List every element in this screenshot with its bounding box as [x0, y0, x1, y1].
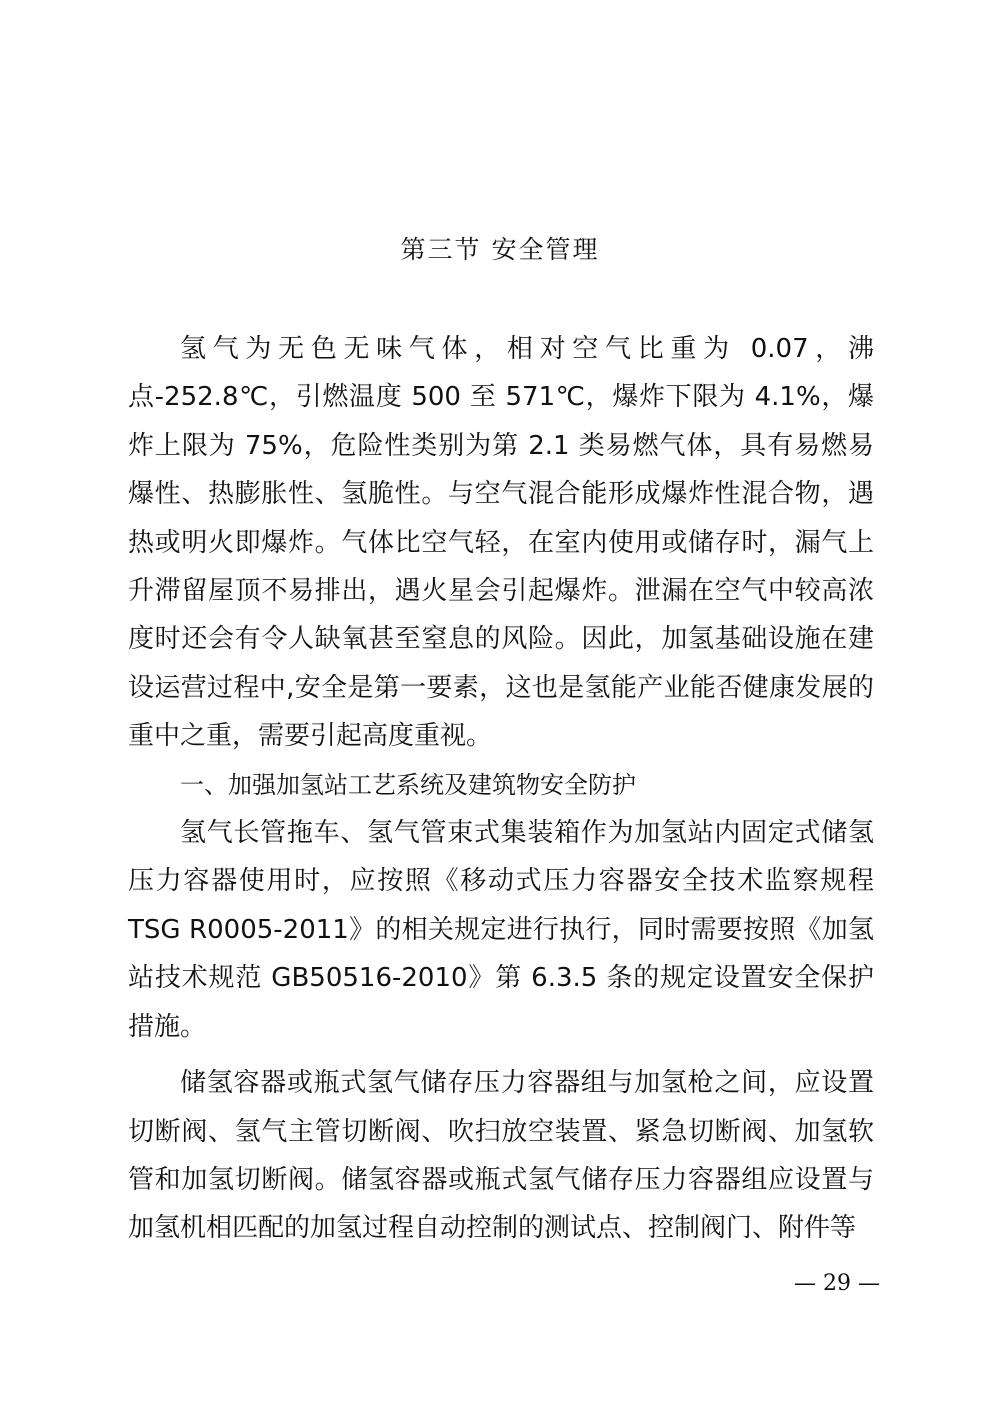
body-text: [128, 325, 874, 1253]
paragraph-valves: 储氢容器或瓶式氢气储存压力容器组与加氢枪之间，应设置切断阀、氢气主管切断阀、吹扫放空装置、紧急切断阀、加氢软管和加氢切断阀。储氢容器或瓶式氢气储存压力容器组应设置与加氢机相匹配的加氢过程自动控制的测试点、控制阀门、附件等: [128, 1068, 874, 1244]
page-number: — 29 —: [794, 1271, 880, 1296]
section-title: 第三节 安全管理: [400, 235, 600, 264]
paragraph-tube-trailer: 氢气长管拖车、氢气管束式集装箱作为加氢站内固定式储氢压力容器使用时，应按照《移动式压力容器安全技术监察规程 TSG R0005-2011》的相关规定进行执行，同时需要按照《加氢站技术规范 GB50516-2010》第 6.3.5 条的规定设置安全保护措施。: [128, 818, 874, 1042]
paragraph-hydrogen-properties: 氢气为无色无味气体，相对空气比重为 0.07，沸点-252.8℃，引燃温度 500 至 571℃，爆炸下限为 4.1%，爆炸上限为 75%，危险性类别为第 2.1 类易燃气体，具有易燃易爆性、热膨胀性、氢脆性。与空气混合能形成爆炸性混合物，遇热或明火即爆炸。气体比空气轻，在室内使用或储存时，漏气上升滞留屋顶不易排出，遇火星会引起爆炸。泄漏在空气中较高浓度时还会有令人缺氧甚至窒息的风险。因此，加氢基础设施在建设运营过程中,安全是第一要素，这也是氢能产业能否健康发展的重中之重，需要引起高度重视。: [128, 334, 874, 752]
subheading-process-protection: 一、加强加氢站工艺系统及建筑物安全防护: [180, 770, 636, 799]
